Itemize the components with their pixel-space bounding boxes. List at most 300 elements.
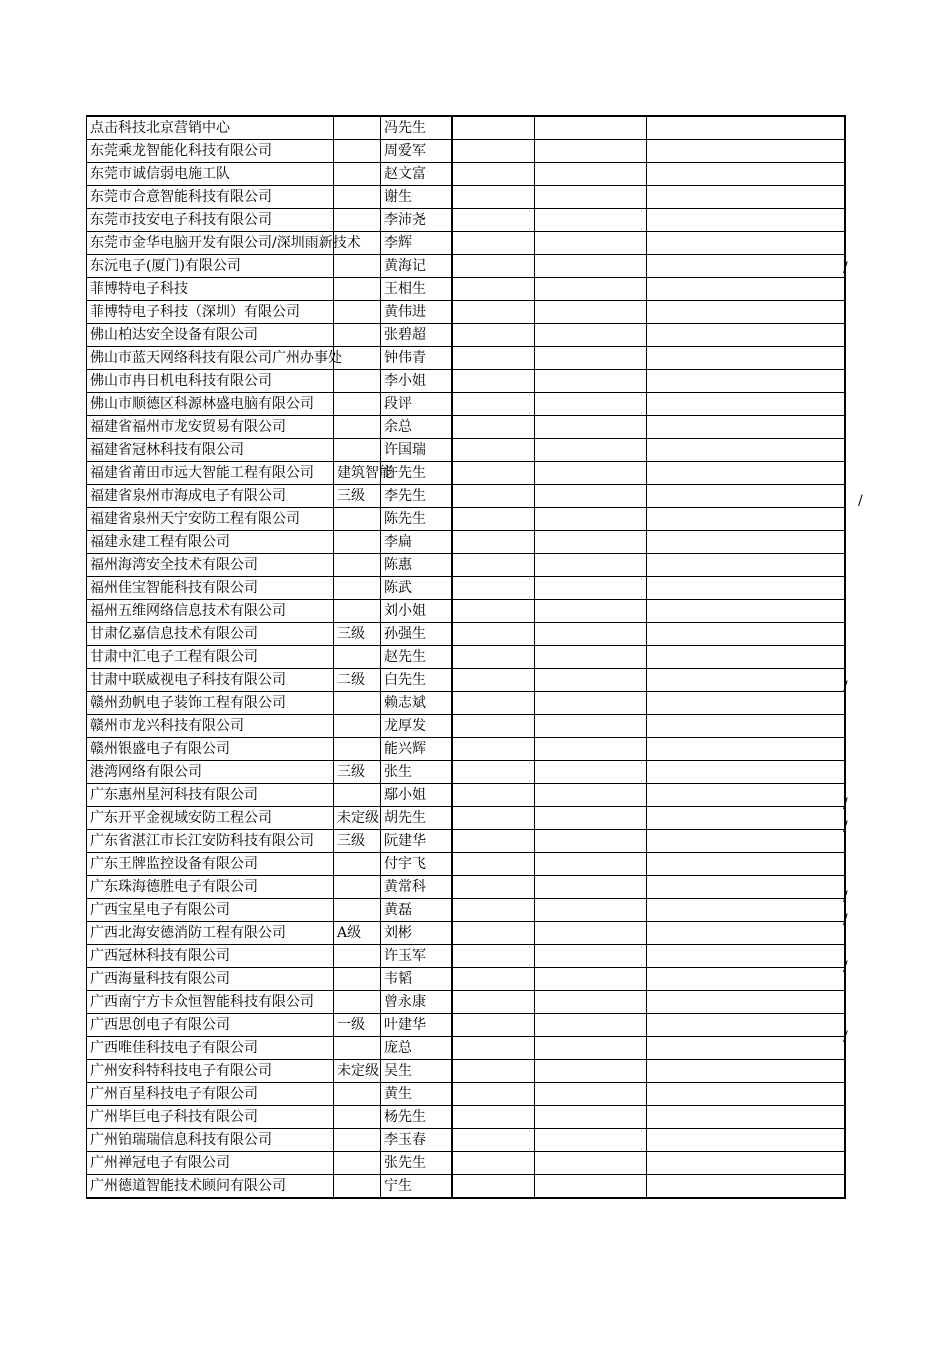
- empty-cell: [535, 439, 647, 462]
- empty-cell: [535, 347, 647, 370]
- empty-cell: [535, 876, 647, 899]
- contact-text: 能兴辉: [384, 741, 426, 757]
- level-text: 未定级: [337, 1063, 379, 1079]
- company-text: 东莞市技安电子科技有限公司: [90, 212, 272, 228]
- empty-cell: [647, 922, 845, 945]
- empty-cell: [452, 669, 535, 692]
- empty-cell: [647, 255, 845, 278]
- level-cell: [334, 554, 381, 577]
- company-cell: [87, 255, 334, 278]
- empty-cell: [647, 807, 845, 830]
- company-cell: [87, 232, 361, 255]
- empty-cell: [452, 623, 535, 646]
- table-row: [87, 830, 845, 853]
- contact-text: 黄伟进: [384, 304, 426, 320]
- empty-cell: [452, 485, 535, 508]
- contact-text: 陈武: [384, 580, 412, 596]
- empty-cell: [535, 945, 647, 968]
- empty-cell: [647, 1083, 845, 1106]
- level-cell: [334, 807, 381, 830]
- company-cell: [87, 899, 334, 922]
- company-cell: [87, 853, 334, 876]
- level-text: 三级: [337, 833, 365, 849]
- level-cell: [334, 1083, 381, 1106]
- empty-cell: [535, 163, 647, 186]
- company-cell: [87, 623, 334, 646]
- empty-cell: [647, 554, 845, 577]
- company-text: 佛山市顺德区科源林盛电脑有限公司: [90, 396, 314, 412]
- level-cell: [334, 531, 381, 554]
- company-text: 福建省泉州市海成电子有限公司: [90, 488, 286, 504]
- empty-cell: [535, 140, 647, 163]
- table-row: [87, 669, 845, 692]
- table-row: [87, 186, 845, 209]
- empty-cell: [647, 347, 845, 370]
- contact-cell: [381, 761, 452, 784]
- empty-cell: [452, 968, 535, 991]
- table-row: [87, 531, 845, 554]
- contact-cell: [381, 301, 452, 324]
- company-text: 广州毕巨电子科技有限公司: [90, 1109, 258, 1125]
- empty-cell: [452, 715, 535, 738]
- contact-text: 曾永康: [384, 994, 426, 1010]
- company-text: 福建省泉州天宁安防工程有限公司: [90, 511, 300, 527]
- empty-cell: [647, 324, 845, 347]
- company-cell: [87, 186, 334, 209]
- empty-cell: [452, 600, 535, 623]
- contact-text: 黄磊: [384, 902, 412, 918]
- slash-mark: /: [843, 259, 848, 276]
- level-cell: [334, 140, 381, 163]
- empty-cell: [647, 116, 845, 140]
- contact-cell: [381, 439, 452, 462]
- empty-cell: [535, 669, 647, 692]
- contact-cell: [381, 347, 452, 370]
- contact-cell: [381, 1014, 452, 1037]
- contact-cell: [381, 968, 452, 991]
- level-cell: [334, 646, 381, 669]
- empty-cell: [535, 646, 647, 669]
- company-text: 福州五维网络信息技术有限公司: [90, 603, 286, 619]
- company-text: 广西北海安德消防工程有限公司: [90, 925, 286, 941]
- company-text: 菲博特电子科技: [90, 281, 188, 297]
- contact-text: 李沛尧: [384, 212, 426, 228]
- empty-cell: [452, 761, 535, 784]
- empty-cell: [535, 600, 647, 623]
- company-text: 赣州劲帆电子装饰工程有限公司: [90, 695, 286, 711]
- empty-cell: [452, 347, 535, 370]
- level-cell: [334, 116, 381, 140]
- level-cell: [334, 416, 381, 439]
- company-text: 东莞市合意智能科技有限公司: [90, 189, 272, 205]
- company-cell: [87, 116, 334, 140]
- level-cell: [334, 738, 381, 761]
- empty-cell: [535, 991, 647, 1014]
- level-cell: [334, 600, 381, 623]
- table-row: [87, 324, 845, 347]
- empty-cell: [452, 876, 535, 899]
- empty-cell: [452, 508, 535, 531]
- empty-cell: [647, 784, 845, 807]
- table-row: [87, 370, 845, 393]
- table-row: [87, 255, 845, 278]
- company-cell: [87, 1037, 334, 1060]
- empty-cell: [535, 278, 647, 301]
- table-row: [87, 922, 845, 945]
- level-cell: [334, 692, 381, 715]
- slash-mark: /: [843, 912, 848, 929]
- empty-cell: [647, 968, 845, 991]
- level-cell: [334, 508, 381, 531]
- company-text: 广州禅冠电子有限公司: [90, 1155, 230, 1171]
- contact-cell: [381, 876, 452, 899]
- level-cell: [334, 784, 381, 807]
- contact-cell: [381, 922, 452, 945]
- empty-cell: [452, 140, 535, 163]
- contact-text: 许先生: [384, 465, 426, 481]
- company-cell: [87, 1106, 334, 1129]
- empty-cell: [535, 554, 647, 577]
- level-cell: [334, 669, 381, 692]
- empty-cell: [535, 324, 647, 347]
- contact-text: 刘小姐: [384, 603, 426, 619]
- empty-cell: [452, 1152, 535, 1175]
- contact-cell: [381, 232, 452, 255]
- company-text: 港湾网络有限公司: [90, 764, 202, 780]
- company-text: 广东省湛江市长江安防科技有限公司: [90, 833, 314, 849]
- company-text: 赣州银盛电子有限公司: [90, 741, 230, 757]
- company-text: 福建省冠林科技有限公司: [90, 442, 244, 458]
- contact-text: 冯先生: [384, 120, 426, 136]
- company-text: 佛山柏达安全设备有限公司: [90, 327, 258, 343]
- empty-cell: [647, 761, 845, 784]
- company-cell: [87, 462, 334, 485]
- contact-text: 张生: [384, 764, 412, 780]
- empty-cell: [535, 1037, 647, 1060]
- empty-cell: [452, 116, 535, 140]
- level-cell: [334, 830, 381, 853]
- contact-cell: [381, 784, 452, 807]
- contact-cell: [381, 324, 452, 347]
- company-text: 福建省莆田市远大智能工程有限公司: [90, 465, 314, 481]
- contact-cell: [381, 1152, 452, 1175]
- slash-mark: /: [843, 958, 848, 975]
- table-row: [87, 807, 845, 830]
- empty-cell: [452, 232, 535, 255]
- empty-cell: [647, 140, 845, 163]
- empty-cell: [452, 738, 535, 761]
- company-text: 广州德道智能技术顾问有限公司: [90, 1178, 286, 1194]
- empty-cell: [647, 1014, 845, 1037]
- contact-text: 赵先生: [384, 649, 426, 665]
- contact-cell: [381, 853, 452, 876]
- contact-text: 龙厚发: [384, 718, 426, 734]
- empty-cell: [452, 692, 535, 715]
- contact-text: 宁生: [384, 1178, 412, 1194]
- table-row: [87, 393, 845, 416]
- empty-cell: [647, 531, 845, 554]
- empty-cell: [452, 462, 535, 485]
- table-row: [87, 1014, 845, 1037]
- level-text: 三级: [337, 488, 365, 504]
- contact-cell: [381, 140, 452, 163]
- company-cell: [87, 1152, 334, 1175]
- empty-cell: [535, 255, 647, 278]
- level-cell: [334, 186, 381, 209]
- table-row: [87, 899, 845, 922]
- contact-text: 黄海记: [384, 258, 426, 274]
- company-cell: [87, 692, 334, 715]
- level-cell: [334, 439, 381, 462]
- contact-cell: [381, 116, 452, 140]
- level-text: 二级: [337, 672, 365, 688]
- empty-cell: [452, 186, 535, 209]
- company-cell: [87, 393, 334, 416]
- empty-cell: [452, 531, 535, 554]
- company-cell: [87, 991, 334, 1014]
- level-cell: [334, 1175, 381, 1199]
- level-cell: [334, 1152, 381, 1175]
- company-text: 广州百星科技电子有限公司: [90, 1086, 258, 1102]
- table-row: [87, 1083, 845, 1106]
- contact-text: 李小姐: [384, 373, 426, 389]
- contact-text: 叶建华: [384, 1017, 426, 1033]
- contact-text: 刘彬: [384, 925, 412, 941]
- level-cell: [334, 761, 381, 784]
- company-cell: [87, 163, 334, 186]
- contact-text: 周爱军: [384, 143, 426, 159]
- contact-text: 许国瑞: [384, 442, 426, 458]
- contact-text: 余总: [384, 419, 412, 435]
- company-cell: [87, 209, 334, 232]
- empty-cell: [452, 646, 535, 669]
- company-text: 东莞市金华电脑开发有限公司/深圳雨新技术: [90, 235, 361, 251]
- empty-cell: [535, 1175, 647, 1199]
- contact-text: 李玉春: [384, 1132, 426, 1148]
- company-cell: [87, 968, 334, 991]
- empty-cell: [535, 209, 647, 232]
- empty-cell: [535, 232, 647, 255]
- contact-cell: [381, 600, 452, 623]
- contact-text: 黄常科: [384, 879, 426, 895]
- contact-cell: [381, 646, 452, 669]
- level-cell: [334, 1060, 381, 1083]
- level-cell: [334, 853, 381, 876]
- empty-cell: [647, 1129, 845, 1152]
- empty-cell: [452, 1106, 535, 1129]
- contact-cell: [381, 830, 452, 853]
- contact-text: 韦韬: [384, 971, 412, 987]
- contact-text: 孙强生: [384, 626, 426, 642]
- table-row: [87, 945, 845, 968]
- empty-cell: [452, 393, 535, 416]
- table-row: [87, 876, 845, 899]
- empty-cell: [647, 830, 845, 853]
- contact-text: 张碧超: [384, 327, 426, 343]
- empty-cell: [647, 623, 845, 646]
- company-cell: [87, 669, 334, 692]
- empty-cell: [452, 784, 535, 807]
- empty-cell: [452, 1060, 535, 1083]
- contact-text: 陈先生: [384, 511, 426, 527]
- contact-text: 钟伟青: [384, 350, 426, 366]
- empty-cell: [647, 715, 845, 738]
- level-cell: [334, 370, 381, 393]
- company-cell: [87, 1060, 334, 1083]
- company-text: 广西海量科技有限公司: [90, 971, 230, 987]
- empty-cell: [647, 692, 845, 715]
- empty-cell: [535, 485, 647, 508]
- contact-text: 赖志斌: [384, 695, 426, 711]
- level-cell: [334, 301, 381, 324]
- empty-cell: [452, 1037, 535, 1060]
- table-row: [87, 209, 845, 232]
- level-cell: [334, 945, 381, 968]
- empty-cell: [647, 485, 845, 508]
- empty-cell: [535, 784, 647, 807]
- empty-cell: [535, 761, 647, 784]
- contact-text: 吴生: [384, 1063, 412, 1079]
- empty-cell: [452, 255, 535, 278]
- level-cell: [334, 393, 381, 416]
- empty-cell: [647, 462, 845, 485]
- table-row: [87, 163, 845, 186]
- level-text: 三级: [337, 626, 365, 642]
- empty-cell: [647, 876, 845, 899]
- level-cell: [334, 485, 381, 508]
- contact-cell: [381, 577, 452, 600]
- empty-cell: [535, 853, 647, 876]
- table-row: [87, 439, 845, 462]
- company-cell: [87, 945, 334, 968]
- level-cell: [334, 255, 381, 278]
- empty-cell: [535, 116, 647, 140]
- company-text: 东沅电子(厦门)有限公司: [90, 258, 241, 274]
- empty-cell: [535, 1106, 647, 1129]
- company-cell: [87, 577, 334, 600]
- empty-cell: [647, 416, 845, 439]
- contact-text: 李扁: [384, 534, 412, 550]
- empty-cell: [535, 623, 647, 646]
- level-text: 一级: [337, 1017, 365, 1033]
- empty-cell: [452, 209, 535, 232]
- level-cell: [334, 1106, 381, 1129]
- company-text: 赣州市龙兴科技有限公司: [90, 718, 244, 734]
- contact-cell: [381, 531, 452, 554]
- empty-cell: [452, 577, 535, 600]
- table-row: [87, 116, 845, 140]
- table-row: [87, 853, 845, 876]
- empty-cell: [452, 1014, 535, 1037]
- empty-cell: [535, 1152, 647, 1175]
- contact-cell: [381, 393, 452, 416]
- contact-cell: [381, 807, 452, 830]
- empty-cell: [535, 830, 647, 853]
- empty-cell: [452, 554, 535, 577]
- empty-cell: [535, 1129, 647, 1152]
- level-cell: [334, 577, 381, 600]
- empty-cell: [647, 1106, 845, 1129]
- company-cell: [87, 370, 334, 393]
- contact-cell: [381, 1037, 452, 1060]
- contact-cell: [381, 669, 452, 692]
- empty-cell: [647, 899, 845, 922]
- company-text: 甘肃中汇电子工程有限公司: [90, 649, 258, 665]
- contact-cell: [381, 1106, 452, 1129]
- company-cell: [87, 324, 334, 347]
- company-cell: [87, 140, 334, 163]
- empty-cell: [535, 416, 647, 439]
- empty-cell: [647, 163, 845, 186]
- contact-cell: [381, 1060, 452, 1083]
- empty-cell: [535, 531, 647, 554]
- company-cell: [87, 301, 334, 324]
- company-text: 福州海湾安全技术有限公司: [90, 557, 258, 573]
- empty-cell: [647, 370, 845, 393]
- empty-cell: [535, 1060, 647, 1083]
- table-row: [87, 416, 845, 439]
- empty-cell: [452, 301, 535, 324]
- company-text: 广西冠林科技有限公司: [90, 948, 230, 964]
- contact-text: 赵文富: [384, 166, 426, 182]
- empty-cell: [647, 301, 845, 324]
- contact-cell: [381, 554, 452, 577]
- empty-cell: [452, 324, 535, 347]
- empty-cell: [647, 439, 845, 462]
- contact-text: 许玉军: [384, 948, 426, 964]
- empty-cell: [535, 1014, 647, 1037]
- empty-cell: [647, 991, 845, 1014]
- level-cell: [334, 324, 381, 347]
- empty-cell: [535, 922, 647, 945]
- contact-cell: [381, 1083, 452, 1106]
- contact-text: 庞总: [384, 1040, 412, 1056]
- empty-cell: [452, 1129, 535, 1152]
- empty-cell: [535, 715, 647, 738]
- table-row: [87, 140, 845, 163]
- company-cell: [87, 715, 334, 738]
- table-row: [87, 761, 845, 784]
- contact-text: 王相生: [384, 281, 426, 297]
- contact-cell: [381, 508, 452, 531]
- contact-cell: [381, 692, 452, 715]
- empty-cell: [535, 370, 647, 393]
- company-text: 广西南宁方卡众恒智能科技有限公司: [90, 994, 314, 1010]
- empty-cell: [647, 646, 845, 669]
- company-cell: [87, 416, 334, 439]
- company-text: 广西宝星电子有限公司: [90, 902, 230, 918]
- table-row: [87, 715, 845, 738]
- company-cell: [87, 439, 334, 462]
- company-cell: [87, 738, 334, 761]
- empty-cell: [535, 462, 647, 485]
- contact-cell: [381, 209, 452, 232]
- empty-cell: [647, 209, 845, 232]
- table-row: [87, 646, 845, 669]
- contact-text: 李辉: [384, 235, 412, 251]
- empty-cell: [647, 577, 845, 600]
- table-row: [87, 485, 845, 508]
- level-cell: [334, 1037, 381, 1060]
- table-row: [87, 462, 845, 485]
- level-text: 未定级: [337, 810, 379, 826]
- level-cell: [334, 462, 393, 485]
- company-text: 广东开平金视域安防工程公司: [90, 810, 272, 826]
- company-text: 佛山市蓝天网络科技有限公司广州办事处: [90, 350, 342, 366]
- table-row: [87, 968, 845, 991]
- table-row: [87, 600, 845, 623]
- empty-cell: [647, 600, 845, 623]
